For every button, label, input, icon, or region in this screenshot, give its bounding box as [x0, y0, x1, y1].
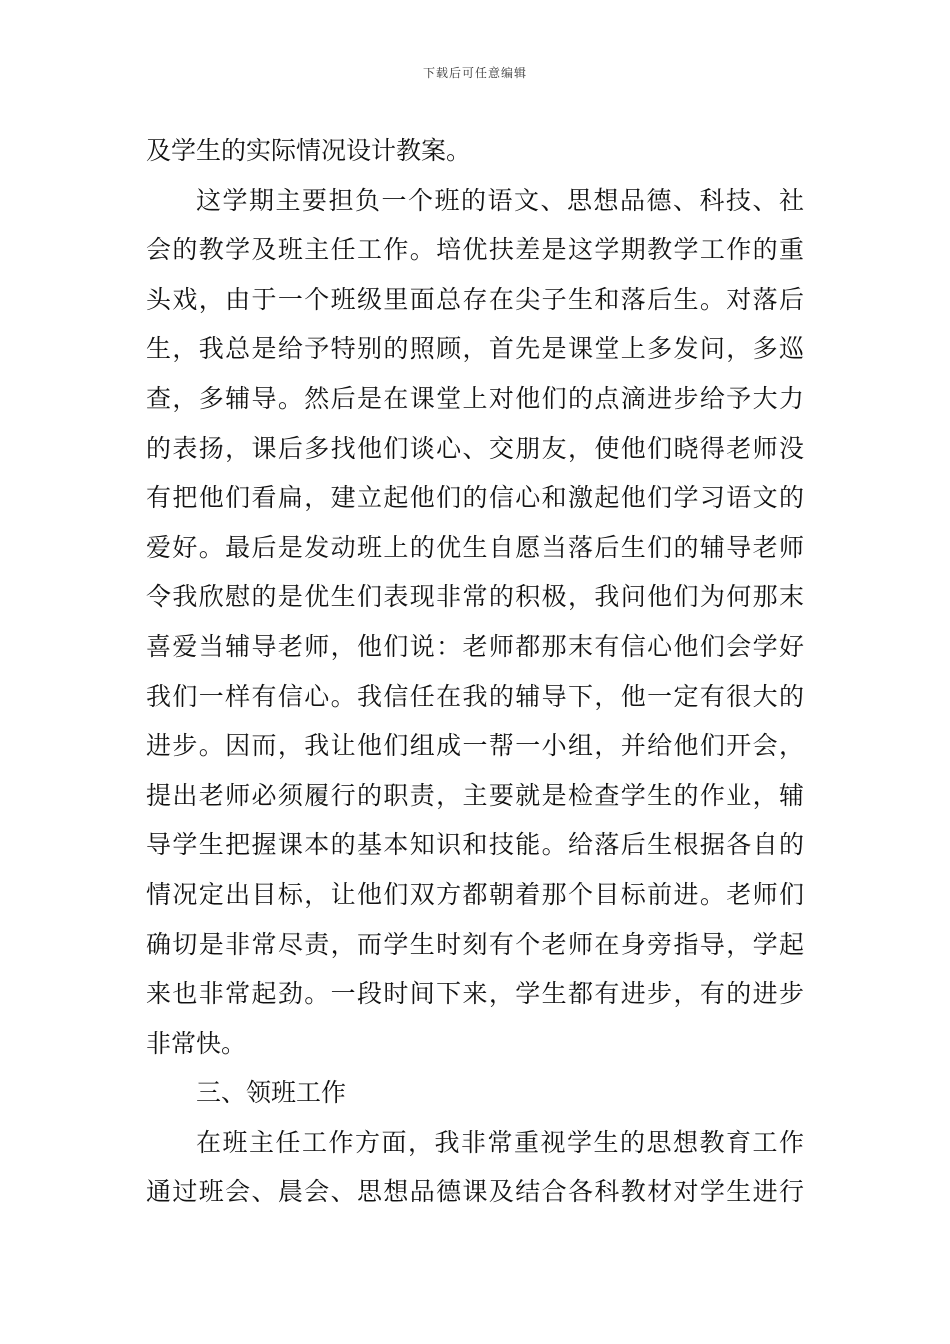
- section-heading: 三、领班工作: [196, 1078, 347, 1108]
- text-line: 来也非常起劲。一段时间下来，学生都有进步，有的进步: [146, 979, 804, 1009]
- text-line: 在班主任工作方面，我非常重视学生的思想教育工作: [196, 1127, 804, 1157]
- text-line: 进步。因而，我让他们组成一帮一小组，并给他们开会，: [146, 731, 804, 761]
- text-line: 提出老师必须履行的职责，主要就是检查学生的作业，辅: [146, 780, 804, 810]
- text-line: 喜爱当辅导老师，他们说：老师都那末有信心他们会学好: [146, 631, 804, 661]
- text-line: 的表扬，课后多找他们谈心、交朋友，使他们晓得老师没: [146, 433, 804, 463]
- text-line: 我们一样有信心。我信任在我的辅导下，他一定有很大的: [146, 681, 804, 711]
- text-line: 这学期主要担负一个班的语文、思想品德、科技、社: [196, 185, 804, 215]
- text-line: 令我欣慰的是优生们表现非常的积极，我问他们为何那末: [146, 582, 804, 612]
- text-line: 爱好。最后是发动班上的优生自愿当落后生们的辅导老师: [146, 532, 804, 562]
- text-line: 及学生的实际情况设计教案。: [146, 136, 472, 165]
- text-line: 查，多辅导。然后是在课堂上对他们的点滴进步给予大力: [146, 383, 804, 413]
- text-line: 导学生把握课本的基本知识和技能。给落后生根据各自的: [146, 830, 804, 860]
- text-line: 通过班会、晨会、思想品德课及结合各科教材对学生进行: [146, 1177, 804, 1207]
- text-line: 情况定出目标，让他们双方都朝着那个目标前进。老师们: [146, 879, 804, 909]
- text-line: 确切是非常尽责，而学生时刻有个老师在身旁指导，学起: [146, 929, 804, 959]
- text-line: 会的教学及班主任工作。培优扶差是这学期教学工作的重: [146, 235, 804, 265]
- text-line: 有把他们看扁，建立起他们的信心和激起他们学习语文的: [146, 483, 804, 513]
- text-line: 生，我总是给予特别的照顾，首先是课堂上多发问，多巡: [146, 334, 804, 364]
- page-header: 下载后可任意编辑: [422, 66, 527, 80]
- document-body: [146, 126, 804, 1217]
- text-line: 头戏，由于一个班级里面总存在尖子生和落后生。对落后: [146, 284, 804, 314]
- text-line: 非常快。: [146, 1028, 247, 1058]
